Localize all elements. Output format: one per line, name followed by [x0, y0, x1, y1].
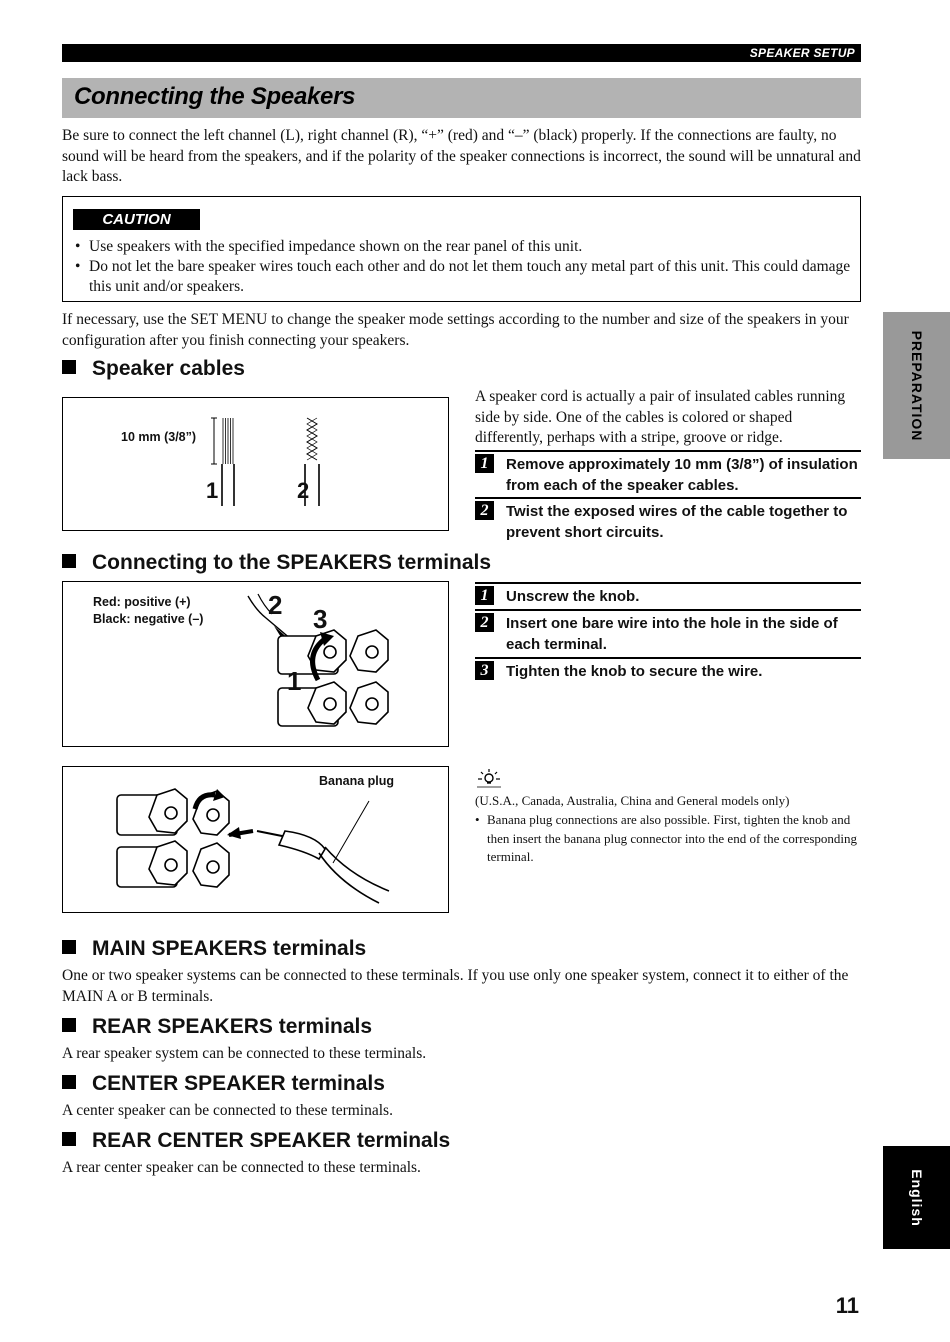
step-marker-1: 1	[287, 666, 302, 696]
terminal-step-1	[475, 582, 861, 610]
speaker-cord-description: A speaker cord is actually a pair of insulated cables running side by side. One of the cables is colored or shaped differently, perhaps with a stripe, groove or ridge.	[475, 388, 846, 446]
square-bullet-icon	[62, 940, 76, 954]
caution-item: • Do not let the bare speaker wires touch each other and do not let them touch any metal part of this unit. This could damage this unit and/or speakers.	[73, 257, 852, 297]
step-marker-2: 2	[268, 590, 283, 620]
step-number: 2	[475, 613, 494, 632]
banana-plug-illustration	[107, 787, 407, 909]
page-number: 11	[835, 1293, 859, 1318]
terminal-step-3	[475, 657, 861, 685]
caution-list	[73, 237, 852, 297]
heading-text: REAR CENTER SPEAKER terminals	[92, 1129, 451, 1152]
black-negative-label: Black: negative (–)	[93, 612, 204, 626]
center-speaker-heading	[62, 1072, 385, 1096]
square-bullet-icon	[62, 554, 76, 568]
square-bullet-icon	[62, 1132, 76, 1146]
english-tab-label: English	[908, 1168, 925, 1227]
cable-label-2: 2	[297, 478, 310, 503]
heading-text: REAR SPEAKERS terminals	[92, 1015, 373, 1038]
cable-label-1: 1	[206, 478, 219, 503]
main-speakers-heading	[62, 937, 366, 961]
step-text: Twist the exposed wires of the cable together to prevent short circuits.	[506, 503, 848, 541]
section-name: SPEAKER SETUP	[749, 46, 855, 60]
dimension-label: 10 mm (3/8”)	[121, 430, 197, 444]
square-bullet-icon	[62, 360, 76, 374]
tip-region-note: (U.S.A., Canada, Australia, China and General models only)	[475, 793, 790, 808]
banana-plug-figure	[62, 766, 449, 913]
heading-text: CENTER SPEAKER terminals	[92, 1072, 385, 1095]
english-tab	[883, 1146, 950, 1249]
step-number: 3	[475, 661, 494, 680]
preparation-tab-label: PREPARATION	[908, 330, 925, 441]
cable-illustration	[203, 412, 343, 512]
speaker-cable-figure	[62, 397, 449, 531]
page-title: Connecting the Speakers	[74, 83, 356, 110]
caution-box	[62, 196, 861, 302]
preparation-tab	[883, 312, 950, 459]
rear-center-speaker-text: A rear center speaker can be connected to these terminals.	[62, 1159, 421, 1176]
heading-text: MAIN SPEAKERS terminals	[92, 937, 367, 960]
heading-text: Connecting to the SPEAKERS terminals	[92, 551, 492, 574]
intro-paragraph: Be sure to connect the left channel (L), right channel (R), “+” (red) and “–” (black) properly. If the connections are faulty, no sound will be heard from the speakers, and if the polarity of the speaker connections is incorrect, the sound will be unnatural and lack bass.	[62, 127, 861, 185]
cable-step-1	[475, 450, 861, 498]
main-speakers-text: One or two speaker systems can be connected to these terminals. If you use only one speaker system, connect it to either of the MAIN A or B terminals.	[62, 967, 849, 1005]
tip-list	[475, 811, 861, 867]
set-menu-note: If necessary, use the SET MENU to change the speaker mode settings according to the number and size of the speakers in your configuration after you finish connecting your speakers.	[62, 311, 849, 349]
red-positive-label: Red: positive (+)	[93, 595, 191, 609]
terminals-heading	[62, 551, 491, 575]
speaker-cables-heading	[62, 357, 245, 381]
caution-label: CAUTION	[73, 209, 200, 230]
caution-item: • Use speakers with the specified impedance shown on the rear panel of this unit.	[73, 237, 852, 257]
section-header-bar	[62, 44, 861, 62]
rear-speakers-text: A rear speaker system can be connected to these terminals.	[62, 1045, 427, 1062]
tip-item: • Banana plug connections are also possible. First, tighten the knob and then insert the banana plug connector into the end of the corresponding terminal.	[475, 811, 861, 867]
terminal-figure	[62, 581, 449, 747]
terminal-step-2	[475, 609, 861, 657]
square-bullet-icon	[62, 1018, 76, 1032]
step-text: Remove approximately 10 mm (3/8”) of insulation from each of the speaker cables.	[506, 456, 858, 494]
step-marker-3: 3	[313, 604, 328, 634]
center-speaker-text: A center speaker can be connected to these terminals.	[62, 1102, 393, 1119]
step-number: 1	[475, 454, 494, 473]
heading-text: Speaker cables	[92, 357, 245, 380]
step-text: Tighten the knob to secure the wire.	[506, 663, 763, 680]
banana-plug-label: Banana plug	[319, 774, 395, 788]
step-text: Unscrew the knob.	[506, 588, 640, 605]
rear-speakers-heading	[62, 1015, 372, 1039]
square-bullet-icon	[62, 1075, 76, 1089]
tip-lightbulb-icon	[475, 768, 503, 788]
cable-step-2	[475, 497, 861, 545]
step-number: 1	[475, 586, 494, 605]
rear-center-speaker-heading	[62, 1129, 450, 1153]
step-text: Insert one bare wire into the hole in the side of each terminal.	[506, 615, 838, 653]
title-bar	[62, 78, 861, 118]
step-number: 2	[475, 501, 494, 520]
